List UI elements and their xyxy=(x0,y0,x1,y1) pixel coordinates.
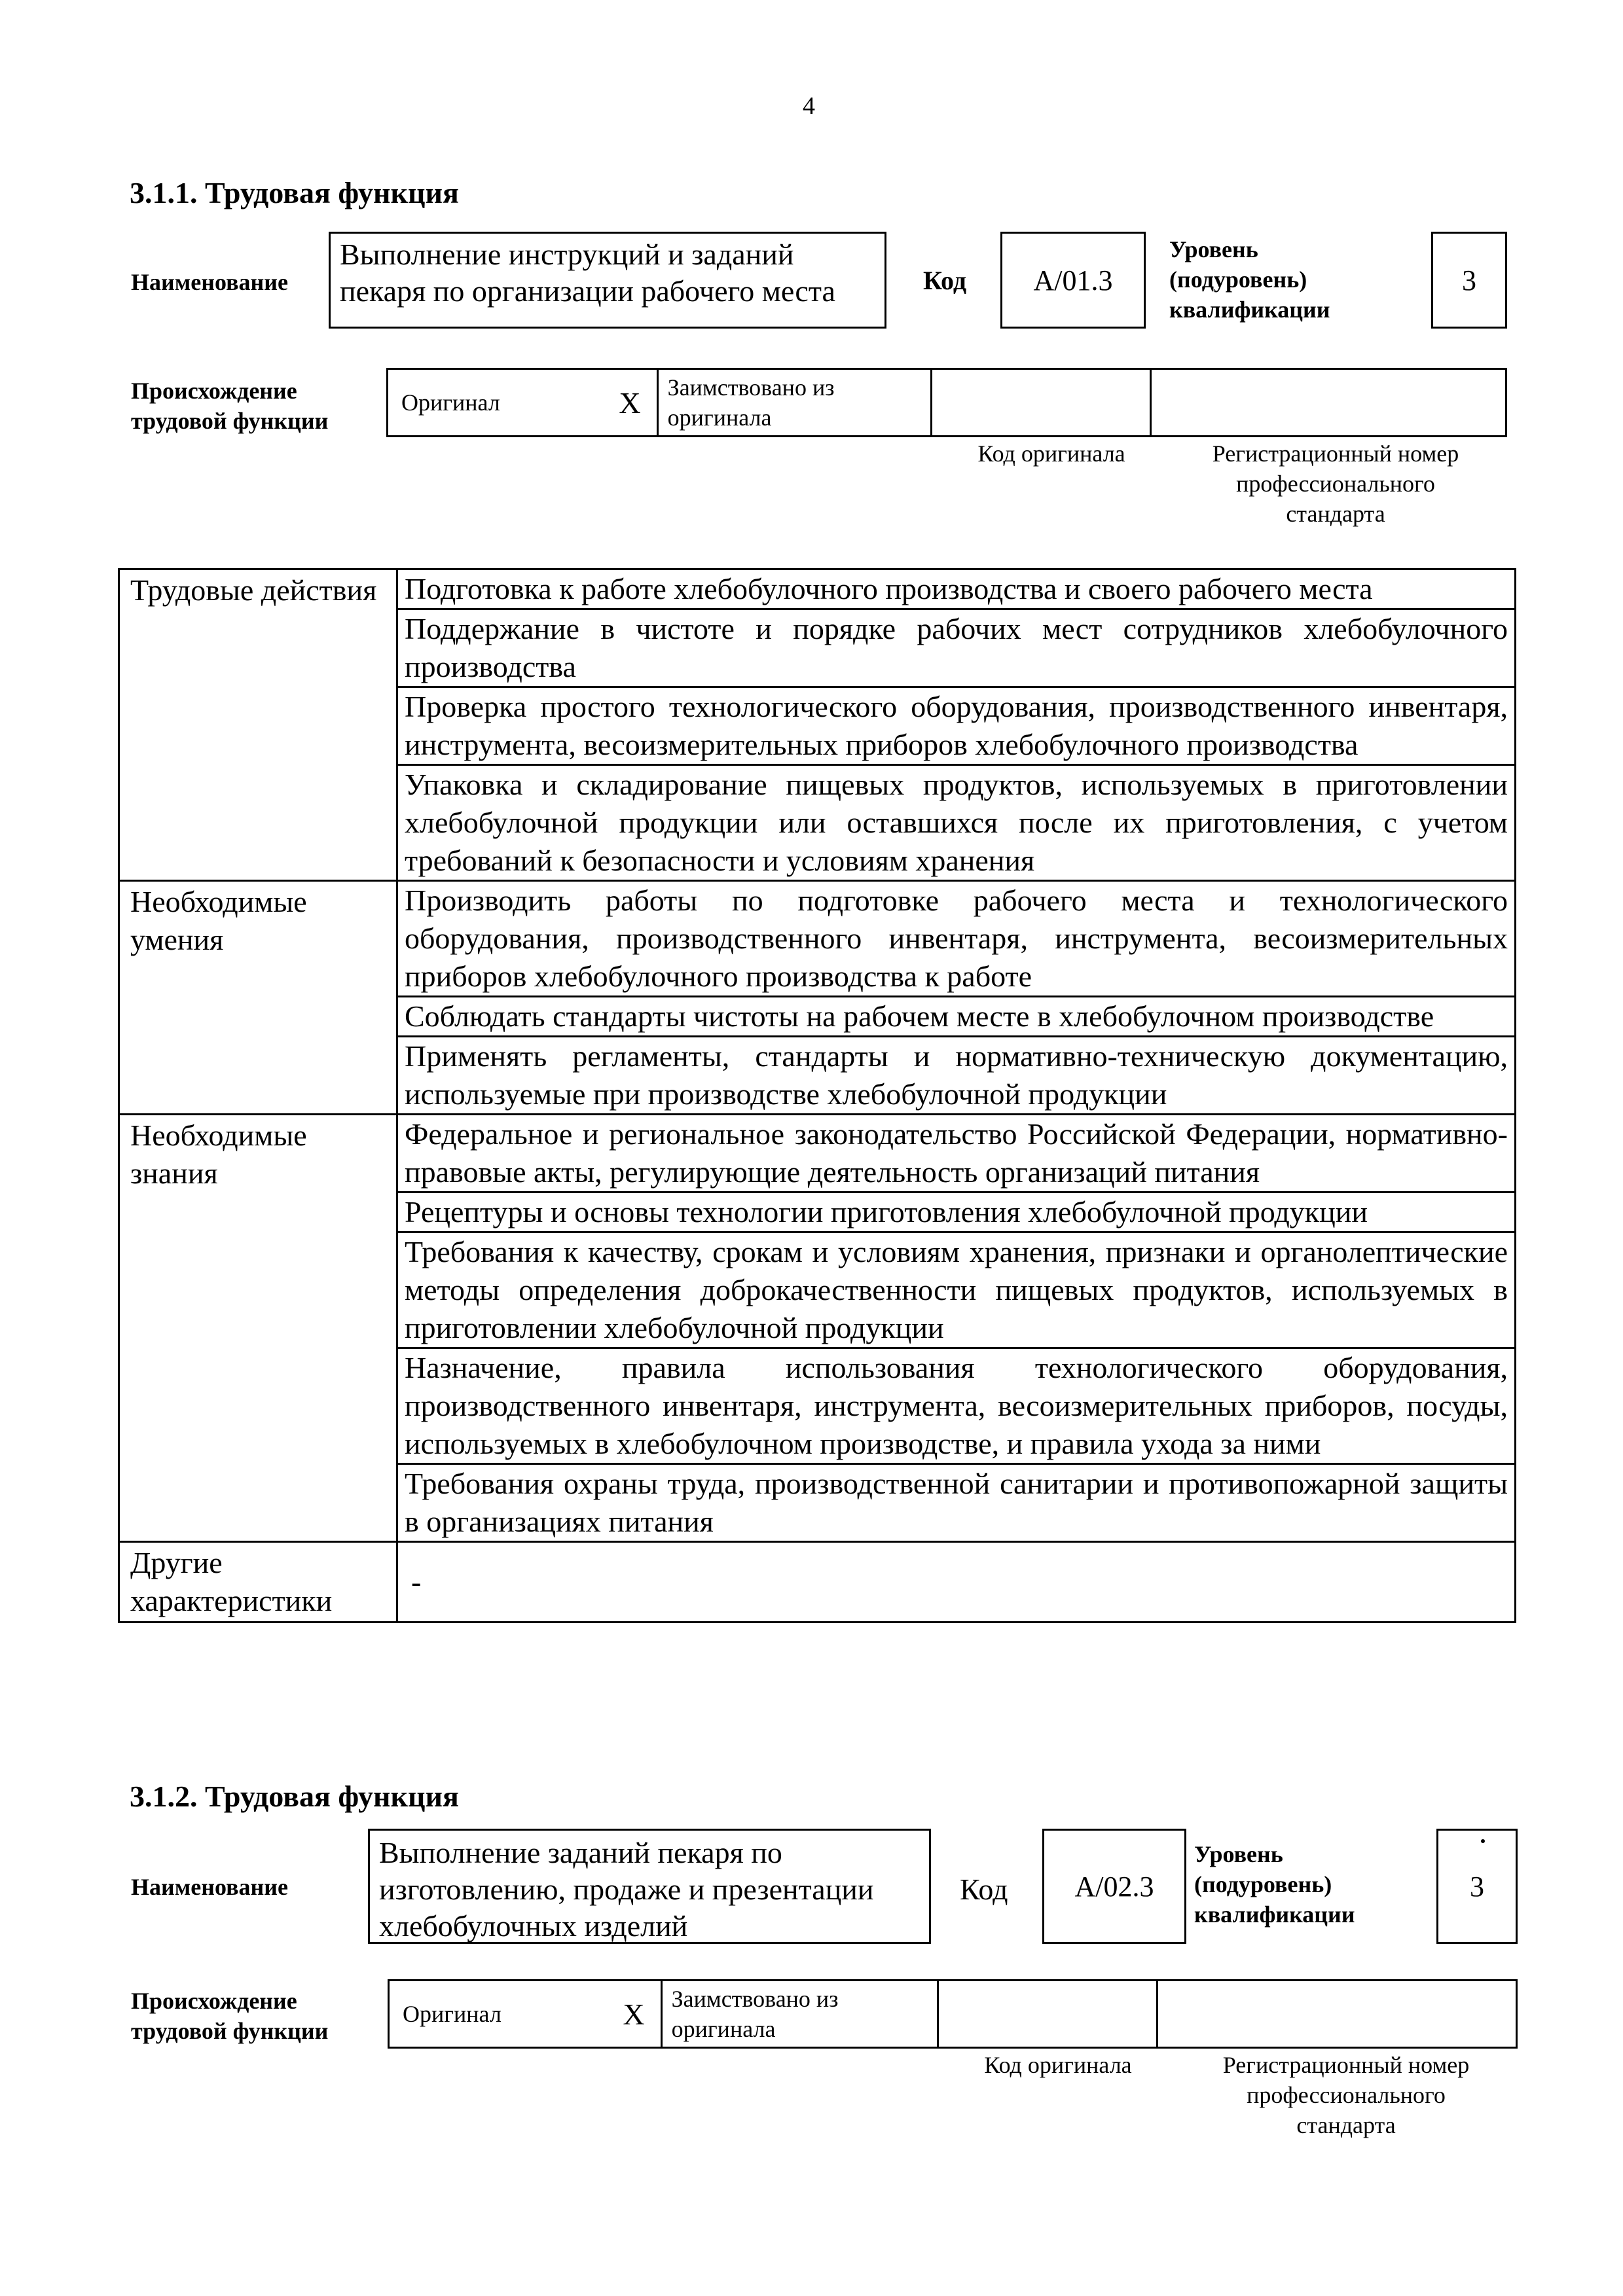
origin-label-line1: Происхождение xyxy=(131,1988,297,2014)
labor-action-item: Поддержание в чистоте и порядке рабочих мест сотрудников хлебобулочного производства xyxy=(397,609,1516,687)
reg-caption-line2: профессионального xyxy=(1236,471,1435,497)
level-label-line1: Уровень xyxy=(1169,236,1258,262)
level-label-line1: Уровень xyxy=(1194,1841,1283,1867)
knowledge-item: Назначение, правила использования технологического оборудования, производственного инвентаря, инструмента, весоизмерительных приборов, посуды, используемых в хлебобулочном производстве, и правила ухода за ними xyxy=(397,1348,1516,1464)
level-label-line2: (подуровень) xyxy=(1194,1871,1332,1897)
original-label: Оригинал xyxy=(403,2001,501,2027)
function-name-box: Выполнение инструкций и заданий пекаря по организации рабочего места xyxy=(329,232,886,329)
code-original-caption: Код оригинала xyxy=(984,2052,1132,2078)
original-cell xyxy=(390,1981,663,2047)
labor-actions-header: Трудовые действия xyxy=(119,569,397,881)
knowledge-item: Требования охраны труда, производственной санитарии и противопожарной защиты в организациях питания xyxy=(397,1464,1516,1542)
borrowed-label-line1: Заимствовано из xyxy=(667,374,835,401)
section-title: 3.1.1. Трудовая функция xyxy=(130,176,459,209)
reg-caption-line3: стандарта xyxy=(1286,501,1385,527)
origin-label-line2: трудовой функции xyxy=(131,2018,329,2044)
knowledge-item: Рецептуры и основы технологии приготовления хлебобулочной продукции xyxy=(397,1193,1516,1232)
labor-function-table xyxy=(118,568,1516,1623)
reg-caption-line1: Регистрационный номер xyxy=(1212,440,1459,467)
origin-label-line1: Происхождение xyxy=(131,378,297,404)
labor-action-item: Подготовка к работе хлебобулочного производства и своего рабочего места xyxy=(397,569,1516,609)
borrowed-cell xyxy=(659,370,933,435)
original-mark: X xyxy=(619,386,641,420)
name-label: Наименование xyxy=(131,269,288,295)
skill-item: Производить работы по подготовке рабочего места и технологического оборудования, производственного инвентаря, инструмента, весоизмерительных приборов хлебобулочного производства к работе xyxy=(397,881,1516,997)
level-label xyxy=(1194,1839,1355,1929)
level-label-line3: квалификации xyxy=(1194,1901,1355,1928)
level-label-line2: (подуровень) xyxy=(1169,266,1307,293)
origin-label xyxy=(131,1986,328,2046)
original-mark: X xyxy=(623,1997,645,2031)
knowledge-item: Требования к качеству, срокам и условиям хранения, признаки и органолептические методы определения доброкачественности пищевых продуктов, используемых в приготовлении хлебобулочной продукции xyxy=(397,1232,1516,1348)
code-label: Код xyxy=(960,1873,1008,1906)
table-row xyxy=(119,881,1516,997)
original-cell xyxy=(388,370,659,435)
origin-label-line2: трудовой функции xyxy=(131,408,329,434)
origin-table xyxy=(386,368,1507,437)
reg-caption-line2: профессионального xyxy=(1247,2082,1446,2108)
stray-mark xyxy=(1481,1839,1485,1843)
section-title: 3.1.2. Трудовая функция xyxy=(130,1780,459,1813)
knowledge-item: Федеральное и региональное законодательство Российской Федерации, нормативно-правовые акты, регулирующие деятельность организаций питания xyxy=(397,1115,1516,1193)
name-label: Наименование xyxy=(131,1874,288,1900)
other-header: Другие характеристики xyxy=(119,1542,397,1623)
code-label: Код xyxy=(923,266,967,295)
labor-action-item: Упаковка и складирование пищевых продуктов, используемых в приготовлении хлебобулочной продукции или оставшихся после их приготовления, с учетом требований к безопасности и условиям хранения xyxy=(397,765,1516,881)
function-name-box: Выполнение заданий пекаря по изготовлению, продаже и презентации хлебобулочных изделий xyxy=(368,1829,931,1944)
table-row xyxy=(119,1115,1516,1193)
borrowed-label-line1: Заимствовано из xyxy=(671,1986,839,2012)
reg-caption-line3: стандарта xyxy=(1296,2112,1396,2138)
skill-item: Соблюдать стандарты чистоты на рабочем месте в хлебобулочном производстве xyxy=(397,997,1516,1037)
reg-caption-line1: Регистрационный номер xyxy=(1222,2052,1470,2078)
origin-label xyxy=(131,376,328,436)
skill-item: Применять регламенты, стандарты и нормативно-техническую документацию, используемые при производстве хлебобулочной продукции xyxy=(397,1037,1516,1115)
other-value: - xyxy=(397,1542,1516,1623)
level-value-box: 3 xyxy=(1436,1829,1518,1944)
code-original-caption: Код оригинала xyxy=(977,440,1125,467)
level-label-line3: квалификации xyxy=(1169,296,1330,323)
table-row xyxy=(119,569,1516,609)
level-value-box: 3 xyxy=(1431,232,1507,329)
borrowed-label-line2: оригинала xyxy=(671,2016,776,2042)
knowledge-header: Необходимые знания xyxy=(119,1115,397,1542)
level-label xyxy=(1169,234,1330,325)
code-original-cell xyxy=(932,370,1152,435)
borrowed-label-line2: оригинала xyxy=(667,404,772,431)
code-original-cell xyxy=(939,1981,1158,2047)
origin-table xyxy=(388,1979,1518,2049)
original-label: Оригинал xyxy=(401,389,500,416)
labor-action-item: Проверка простого технологического оборудования, производственного инвентаря, инструмента, весоизмерительных приборов хлебобулочного производства xyxy=(397,687,1516,765)
reg-number-cell xyxy=(1152,370,1505,435)
reg-number-caption xyxy=(1182,2050,1510,2140)
function-code-box: А/01.3 xyxy=(1000,232,1146,329)
function-code-box: А/02.3 xyxy=(1042,1829,1186,1944)
borrowed-cell xyxy=(663,1981,939,2047)
table-row xyxy=(119,1542,1516,1623)
reg-number-cell xyxy=(1158,1981,1516,2047)
skills-header: Необходимые умения xyxy=(119,881,397,1115)
page-number: 4 xyxy=(803,92,815,120)
reg-number-caption xyxy=(1172,439,1499,529)
